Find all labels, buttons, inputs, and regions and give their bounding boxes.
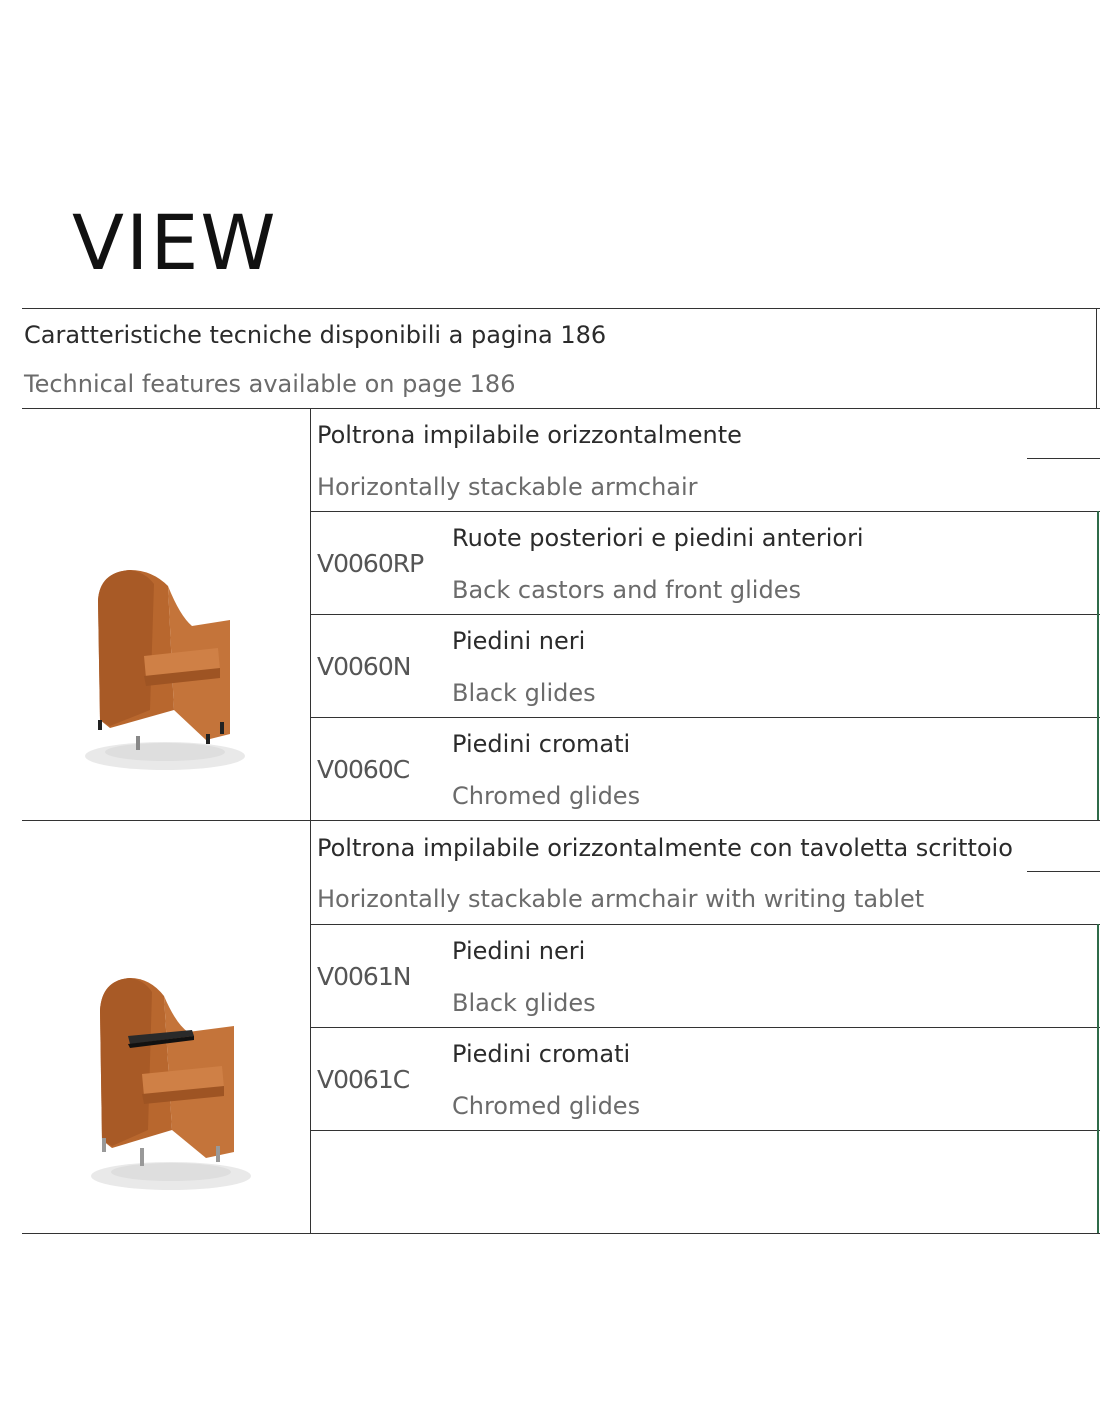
group2-row3-top-rule xyxy=(311,1130,1100,1131)
variant-italian: Piedini cromati xyxy=(452,1040,631,1068)
group-divider-rule xyxy=(22,820,1100,821)
group1-row1-top-rule xyxy=(311,511,1100,512)
group2-heading-english: Horizontally stackable armchair with writing tablet xyxy=(317,885,925,913)
group1-heading-italian: Poltrona impilabile orizzontalmente xyxy=(317,421,742,449)
page-title: VIEW xyxy=(72,198,278,287)
variant-code: V0061C xyxy=(317,1065,410,1094)
variant-code: V0060N xyxy=(317,652,411,681)
intro-english: Technical features available on page 186 xyxy=(24,370,516,398)
group2-right-edge xyxy=(1097,924,1099,1233)
variant-english: Black glides xyxy=(452,679,596,707)
variant-italian: Ruote posteriori e piedini anteriori xyxy=(452,524,864,552)
variant-english: Chromed glides xyxy=(452,1092,641,1120)
variant-code: V0060C xyxy=(317,755,410,784)
variant-english: Black glides xyxy=(452,989,596,1017)
group2-row2-top-rule xyxy=(311,1027,1100,1028)
variant-italian: Piedini neri xyxy=(452,937,586,965)
armchair-with-tablet-image xyxy=(76,970,266,1200)
table-top-rule xyxy=(22,308,1100,309)
intro-bottom-rule xyxy=(22,408,1100,409)
intro-right-border xyxy=(1096,308,1097,408)
variant-english: Back castors and front glides xyxy=(452,576,801,604)
variant-italian: Piedini neri xyxy=(452,627,586,655)
group1-right-edge xyxy=(1097,511,1099,820)
table-bottom-rule xyxy=(22,1233,1100,1234)
group1-row2-top-rule xyxy=(311,614,1100,615)
variant-italian: Piedini cromati xyxy=(452,730,631,758)
variant-english: Chromed glides xyxy=(452,782,641,810)
group1-row3-top-rule xyxy=(311,717,1100,718)
armchair-image xyxy=(70,560,260,780)
group2-row1-top-rule xyxy=(311,924,1100,925)
variant-code: V0061N xyxy=(317,962,411,991)
intro-italian: Caratteristiche tecniche disponibili a pagina 186 xyxy=(24,321,607,349)
group1-heading-english: Horizontally stackable armchair xyxy=(317,473,698,501)
variant-code: V0060RP xyxy=(317,549,424,578)
group2-heading-italian: Poltrona impilabile orizzontalmente con tavoletta scrittoio xyxy=(317,834,1013,862)
group1-heading-short-rule xyxy=(1027,458,1100,459)
group2-heading-short-rule xyxy=(1027,871,1100,872)
